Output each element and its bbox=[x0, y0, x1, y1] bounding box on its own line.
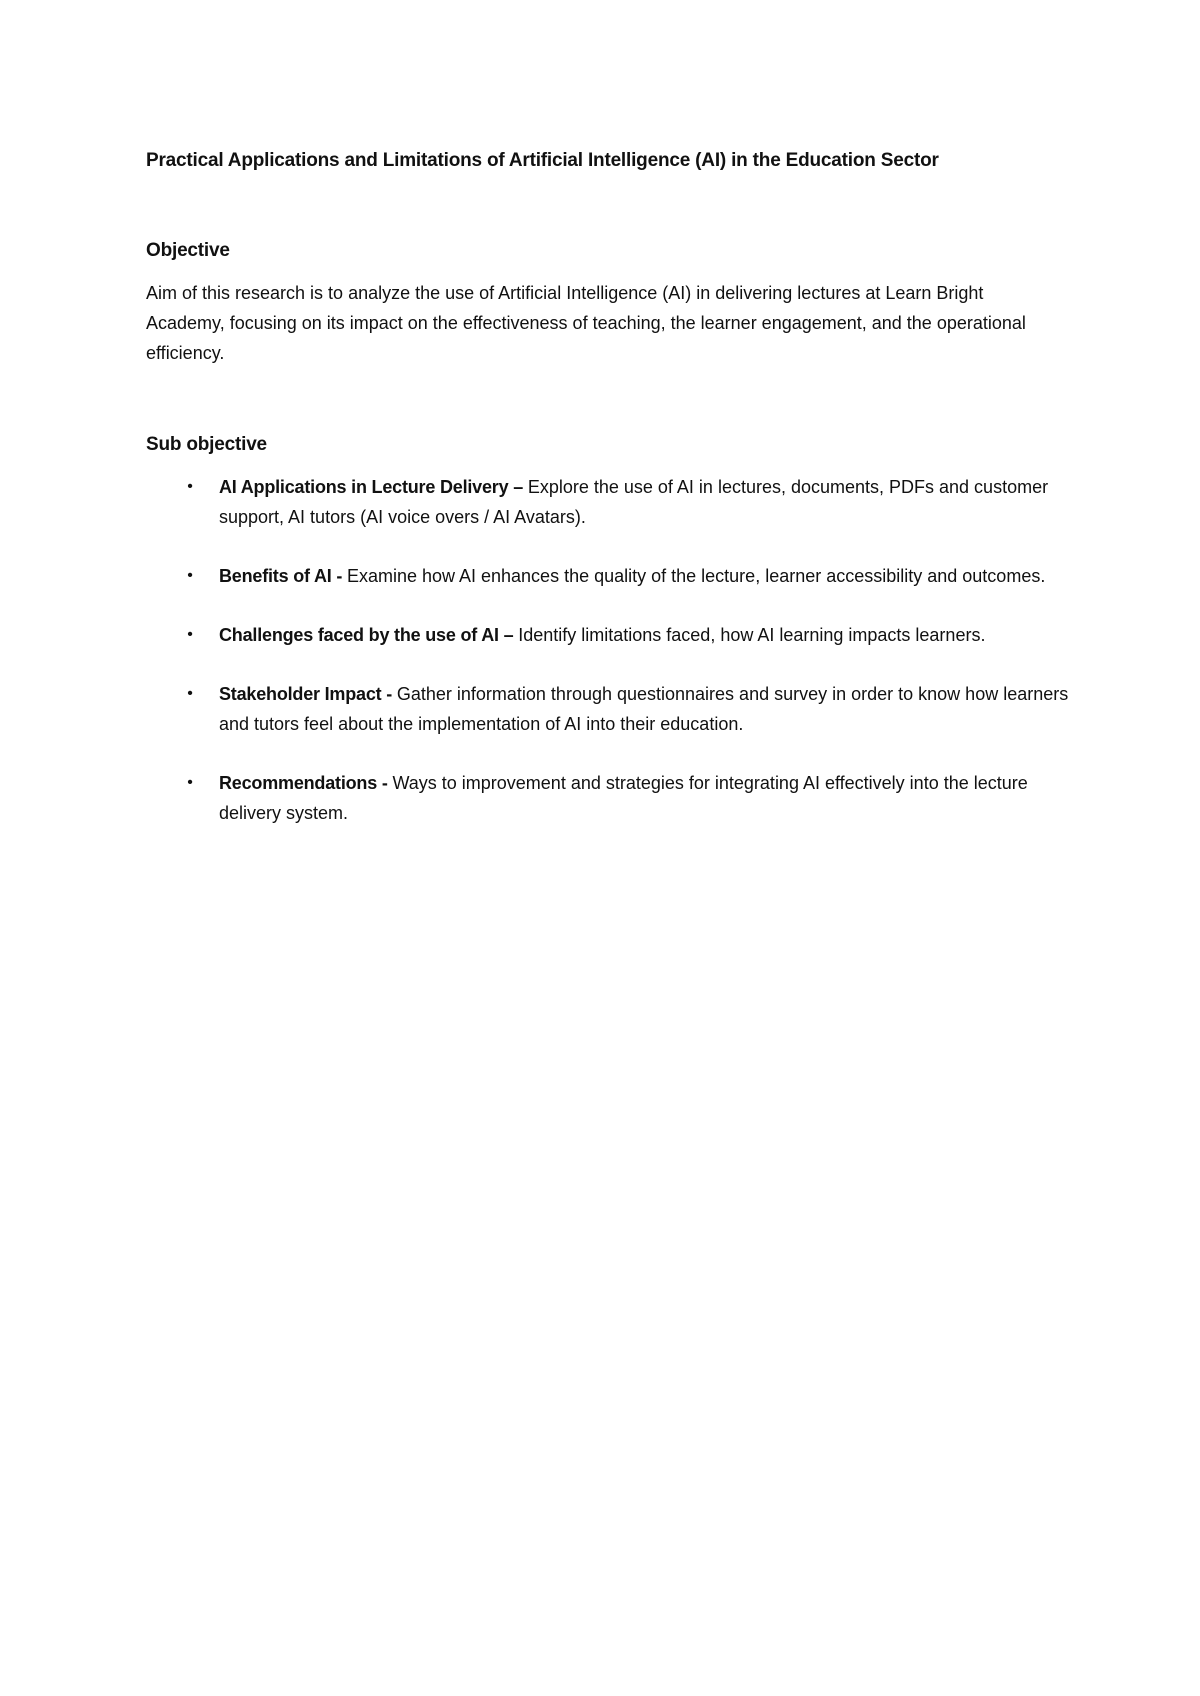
document-body bbox=[146, 146, 1069, 857]
bullet-icon: • bbox=[187, 774, 193, 791]
bullet-icon: • bbox=[187, 567, 193, 584]
list-item-label: Benefits of AI - bbox=[219, 566, 347, 586]
list-item-label: AI Applications in Lecture Delivery – bbox=[219, 477, 528, 497]
objective-heading: Objective bbox=[146, 240, 230, 261]
document-title: Practical Applications and Limitations of Artificial Intelligence (AI) in the Education Sector bbox=[146, 150, 939, 171]
bullet-icon: • bbox=[187, 478, 193, 495]
list-item bbox=[146, 472, 1069, 532]
objective-paragraph: Aim of this research is to analyze the use of Artificial Intelligence (AI) in delivering lectures at Learn Bright Academy, focusing on its impact on the effectiveness of teaching, the learner engagement, and the operational efficiency. bbox=[146, 283, 1026, 363]
list-item-label: Challenges faced by the use of AI – bbox=[219, 625, 519, 645]
bullet-icon: • bbox=[187, 626, 193, 643]
list-item-label: Recommendations - bbox=[219, 773, 393, 793]
list-item-text: Gather information through questionnaires and survey in order to know how learners and tutors feel about the implementation of AI into their education. bbox=[219, 684, 1069, 734]
list-item-text: Identify limitations faced, how AI learning impacts learners. bbox=[518, 625, 986, 645]
sub-objective-heading: Sub objective bbox=[146, 434, 267, 455]
bullet-icon: • bbox=[187, 685, 193, 702]
list-item-text: Explore the use of AI in lectures, documents, PDFs and customer support, AI tutors (AI voice overs / AI Avatars). bbox=[219, 477, 1049, 527]
sub-objective-list bbox=[146, 472, 1069, 828]
list-item-text: Examine how AI enhances the quality of the lecture, learner accessibility and outcomes. bbox=[346, 566, 1046, 586]
list-item-label: Stakeholder Impact - bbox=[219, 684, 397, 704]
list-item bbox=[146, 768, 1069, 828]
list-item bbox=[146, 679, 1069, 739]
list-item bbox=[146, 561, 1069, 591]
list-item bbox=[146, 620, 1069, 650]
list-item-text: Ways to improvement and strategies for integrating AI effectively into the lecture delivery system. bbox=[219, 773, 1028, 823]
